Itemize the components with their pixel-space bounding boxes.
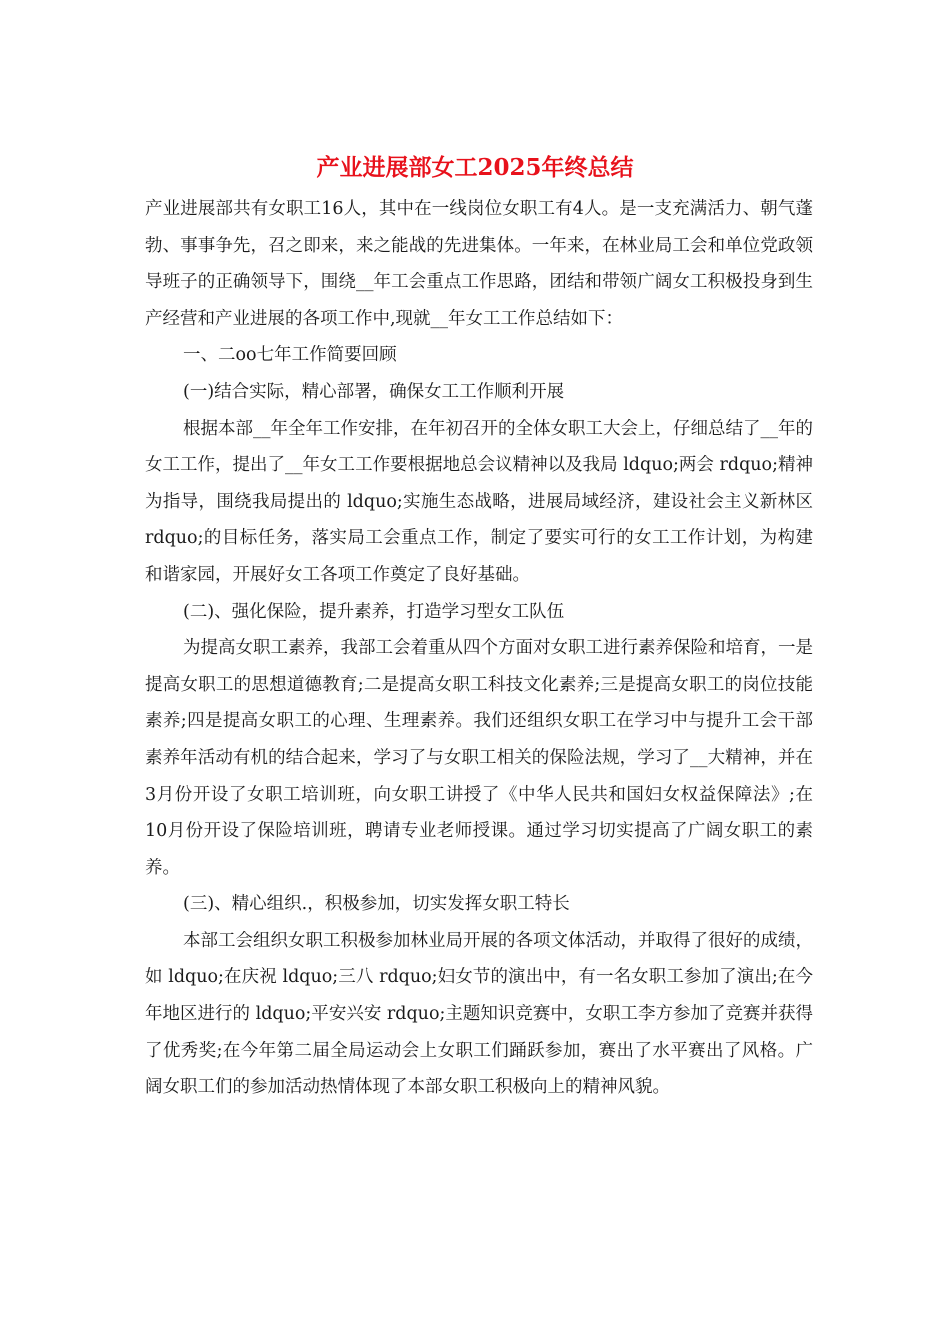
document-title: 产业进展部女工2025年终总结 (316, 154, 634, 181)
paragraph-activities: 本部工会组织女职工积极参加林业局开展的各项文体活动，并取得了很好的成绩，如 ldquo;在庆祝 ldquo;三八 rdquo;妇女节的演出中，有一名女职工参加了演出;在今年地区进行的 ldquo;平安兴安 rdquo;主题知识竞赛中，女职工李方参加了竞赛并获得了优秀奖;在今年第二届全局运动会上女职工们踊跃参加，赛出了水平赛出了风格。广阔女职工们的参加活动热情体现了本部女职工积极向上的精神风貌。 (145, 930, 813, 1098)
subsection-heading-1: (一)结合实际，精心部署，确保女工工作顺利开展 (183, 381, 565, 402)
subsection-heading-2: (二)、强化保险，提升素养，打造学习型女工队伍 (183, 601, 565, 622)
paragraph-planning: 根据本部__年全年工作安排，在年初召开的全体女职工大会上，仔细总结了__年的女工工作，提出了__年女工工作要根据地总会议精神以及我局 ldquo;两会 rdquo;精神为指导，围绕我局提出的 ldquo;实施生态战略，进展局域经济，建设社会主义新林区 rdquo;的目标任务，落实局工会重点工作，制定了要实可行的女工工作计划，为构建和谐家园，开展好女工各项工作奠定了良好基础。 (145, 418, 813, 585)
section-heading-review: 一、二oo七年工作简要回顾 (183, 345, 397, 366)
subsection-heading-3: (三)、精心组织.，积极参加，切实发挥女职工特长 (183, 894, 570, 915)
paragraph-intro: 产业进展部共有女职工16人，其中在一线岗位女职工有4人。是一支充满活力、朝气蓬勃、事事争先，召之即来，来之能战的先进集体。一年来，在林业局工会和单位党政领导班子的正确领导下，围绕__年工会重点工作思路，团结和带领广阔女工积极投身到生产经营和产业进展的各项工作中,现就__年女工工作总结如下： (145, 199, 813, 329)
paragraph-training: 为提高女职工素养，我部工会着重从四个方面对女职工进行素养保险和培育，一是提高女职工的思想道德教育;二是提高女职工科技文化素养;三是提高女职工的岗位技能素养;四是提高女职工的心理、生理素养。我们还组织女职工在学习中与提升工会干部素养年活动有机的结合起来，学习了与女职工相关的保险法规，学习了__大精神，并在3月份开设了女职工培训班，向女职工讲授了《中华人民共和国妇女权益保障法》;在10月份开设了保险培训班，聘请专业老师授课。通过学习切实提高了广阔女职工的素养。 (145, 638, 813, 878)
document-body (145, 191, 813, 1106)
